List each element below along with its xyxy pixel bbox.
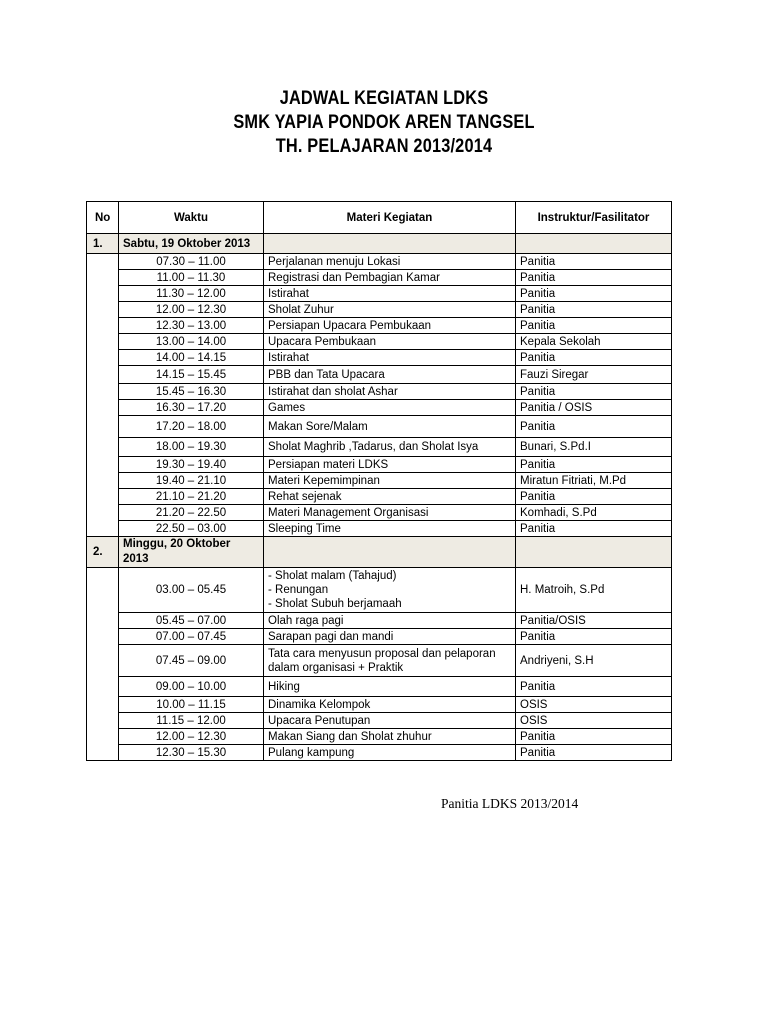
time-cell: 11.30 – 12.00 [119, 286, 264, 302]
activity-cell: Sarapan pagi dan mandi [264, 629, 516, 645]
table-row [87, 254, 672, 270]
activity-cell: Registrasi dan Pembagian Kamar [264, 270, 516, 286]
table-row [87, 489, 672, 505]
activity-cell: Upacara Pembukaan [264, 334, 516, 350]
instructor-cell: Panitia [516, 350, 672, 366]
activity-cell: Makan Sore/Malam [264, 416, 516, 438]
table-row [87, 334, 672, 350]
table-row [87, 384, 672, 400]
time-cell: 07.00 – 07.45 [119, 629, 264, 645]
time-cell: 14.00 – 14.15 [119, 350, 264, 366]
time-cell: 12.30 – 15.30 [119, 745, 264, 761]
time-cell: 12.00 – 12.30 [119, 729, 264, 745]
instructor-cell: Panitia [516, 302, 672, 318]
time-cell: 13.00 – 14.00 [119, 334, 264, 350]
activity-cell: Upacara Penutupan [264, 713, 516, 729]
activity-cell: Sholat Maghrib ,Tadarus, dan Sholat Isya [264, 438, 516, 457]
activity-line: - Renungan [268, 584, 329, 596]
day-header-row [87, 234, 672, 254]
instructor-cell: Bunari, S.Pd.I [516, 438, 672, 457]
instructor-cell: Panitia [516, 489, 672, 505]
time-cell: 19.30 – 19.40 [119, 457, 264, 473]
table-row [87, 416, 672, 438]
activity-cell: Rehat sejenak [264, 489, 516, 505]
activity-cell: Persiapan Upacara Pembukaan [264, 318, 516, 334]
activity-cell: Materi Management Organisasi [264, 505, 516, 521]
table-row [87, 713, 672, 729]
instructor-cell: Panitia [516, 521, 672, 537]
day-label: Minggu, 20 Oktober 2013 [119, 537, 264, 568]
table-row [87, 568, 672, 613]
activity-cell: Olah raga pagi [264, 613, 516, 629]
activity-cell: Sholat Zuhur [264, 302, 516, 318]
table-row [87, 677, 672, 697]
table-row [87, 629, 672, 645]
activity-cell: Persiapan materi LDKS [264, 457, 516, 473]
table-row [87, 697, 672, 713]
instructor-cell: Panitia [516, 286, 672, 302]
activity-line: - Sholat malam (Tahajud) [268, 570, 397, 582]
no-column-blank [87, 568, 119, 761]
instructor-cell: Panitia / OSIS [516, 400, 672, 416]
time-cell: 11.15 – 12.00 [119, 713, 264, 729]
table-row [87, 457, 672, 473]
activity-line: - Sholat Subuh berjamaah [268, 598, 402, 610]
time-cell: 15.45 – 16.30 [119, 384, 264, 400]
activity-cell: Sleeping Time [264, 521, 516, 537]
instructor-cell: Panitia [516, 729, 672, 745]
instructor-cell: Fauzi Siregar [516, 366, 672, 384]
day-header-blank [264, 234, 516, 254]
table-row [87, 438, 672, 457]
table-row [87, 400, 672, 416]
table-row [87, 613, 672, 629]
activity-cell [264, 568, 516, 613]
instructor-cell: Panitia [516, 677, 672, 697]
table-row [87, 505, 672, 521]
academic-year: TH. PELAJARAN 2013/2014 [275, 136, 493, 157]
time-cell: 16.30 – 17.20 [119, 400, 264, 416]
table-row [87, 318, 672, 334]
day-header-blank [516, 234, 672, 254]
school-name: SMK YAPIA PONDOK AREN TANGSEL [233, 112, 535, 133]
activity-cell: Istirahat dan sholat Ashar [264, 384, 516, 400]
table-row [87, 473, 672, 489]
header-no: No [87, 202, 119, 234]
instructor-cell: Panitia [516, 318, 672, 334]
instructor-cell: OSIS [516, 713, 672, 729]
table-row [87, 302, 672, 318]
time-cell: 07.45 – 09.00 [119, 645, 264, 677]
instructor-cell: Panitia [516, 270, 672, 286]
day-number: 2. [87, 537, 119, 568]
time-cell: 14.15 – 15.45 [119, 366, 264, 384]
time-cell: 10.00 – 11.15 [119, 697, 264, 713]
day-label: Sabtu, 19 Oktober 2013 [119, 234, 264, 254]
instructor-cell: Panitia [516, 416, 672, 438]
time-cell: 05.45 – 07.00 [119, 613, 264, 629]
activity-cell: Materi Kepemimpinan [264, 473, 516, 489]
time-cell: 11.00 – 11.30 [119, 270, 264, 286]
activity-cell: Makan Siang dan Sholat zhuhur [264, 729, 516, 745]
header-instruktur: Instruktur/Fasilitator [516, 202, 672, 234]
day-header-row [87, 537, 672, 568]
day-header-blank [516, 537, 672, 568]
activity-cell: Games [264, 400, 516, 416]
activity-cell [264, 645, 516, 677]
activity-line: dalam organisasi + Praktik [268, 661, 404, 674]
instructor-cell: OSIS [516, 697, 672, 713]
table-row [87, 521, 672, 537]
instructor-cell: Kepala Sekolah [516, 334, 672, 350]
header-waktu: Waktu [119, 202, 264, 234]
activity-cell: Pulang kampung [264, 745, 516, 761]
activity-cell: PBB dan Tata Upacara [264, 366, 516, 384]
activity-line: Tata cara menyusun proposal dan pelaporan [268, 647, 496, 660]
table-row [87, 286, 672, 302]
no-column-blank [87, 254, 119, 537]
activity-cell: Dinamika Kelompok [264, 697, 516, 713]
table-row [87, 645, 672, 677]
instructor-cell: Miratun Fitriati, M.Pd [516, 473, 672, 489]
instructor-cell: Komhadi, S.Pd [516, 505, 672, 521]
table-row [87, 745, 672, 761]
instructor-cell: H. Matroih, S.Pd [516, 568, 672, 613]
instructor-cell: Panitia/OSIS [516, 613, 672, 629]
activity-cell: Hiking [264, 677, 516, 697]
table-row [87, 350, 672, 366]
day-header-blank [264, 537, 516, 568]
day-number: 1. [87, 234, 119, 254]
footer-signature: Panitia LDKS 2013/2014 [441, 796, 579, 811]
instructor-cell: Andriyeni, S.H [516, 645, 672, 677]
instructor-cell: Panitia [516, 254, 672, 270]
time-cell: 17.20 – 18.00 [119, 416, 264, 438]
time-cell: 07.30 – 11.00 [119, 254, 264, 270]
time-cell: 03.00 – 05.45 [119, 568, 264, 613]
activity-cell: Perjalanan menuju Lokasi [264, 254, 516, 270]
time-cell: 22.50 – 03.00 [119, 521, 264, 537]
header-materi: Materi Kegiatan [264, 202, 516, 234]
time-cell: 21.20 – 22.50 [119, 505, 264, 521]
time-cell: 21.10 – 21.20 [119, 489, 264, 505]
table-header-row [87, 202, 672, 234]
table-row [87, 729, 672, 745]
instructor-cell: Panitia [516, 629, 672, 645]
table-row [87, 366, 672, 384]
activity-cell: Istirahat [264, 350, 516, 366]
document-title: JADWAL KEGIATAN LDKS [279, 88, 489, 109]
time-cell: 12.30 – 13.00 [119, 318, 264, 334]
table-row [87, 270, 672, 286]
time-cell: 19.40 – 21.10 [119, 473, 264, 489]
time-cell: 12.00 – 12.30 [119, 302, 264, 318]
activity-cell: Istirahat [264, 286, 516, 302]
instructor-cell: Panitia [516, 745, 672, 761]
schedule-table [86, 201, 672, 761]
time-cell: 18.00 – 19.30 [119, 438, 264, 457]
instructor-cell: Panitia [516, 457, 672, 473]
instructor-cell: Panitia [516, 384, 672, 400]
time-cell: 09.00 – 10.00 [119, 677, 264, 697]
